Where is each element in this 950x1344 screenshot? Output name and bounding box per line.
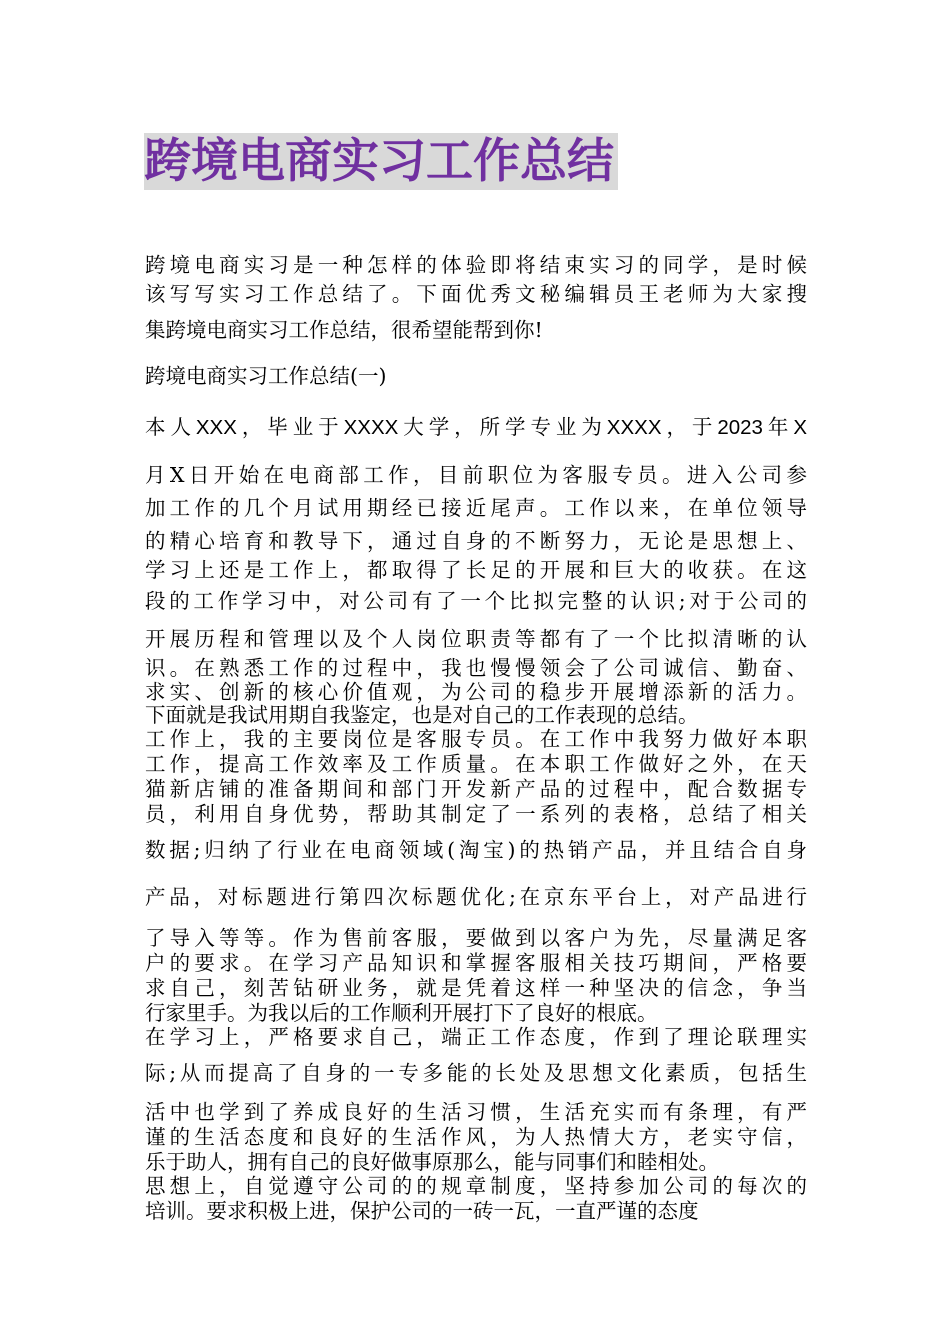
text-line: 了导入等等。作为售前客服，要做到以客户为先，尽量满足客: [145, 926, 807, 950]
text-line: 工作上，我的主要岗位是客服专员。在工作中我努力做好本职: [145, 727, 807, 751]
text-line: 员，利用自身优势，帮助其制定了一系列的表格，总结了相关: [145, 802, 807, 826]
text-line: 际;从而提高了自身的一专多能的长处及思想文化素质，包括生: [145, 1061, 807, 1085]
text-line: 该写写实习工作总结了。下面优秀文秘编辑员王老师为大家搜: [145, 282, 807, 306]
text-line: 乐于助人，拥有自己的良好做事原那么，能与同事们和睦相处。: [145, 1150, 719, 1174]
section-heading: 跨境电商实习工作总结(一): [145, 364, 387, 388]
document-title: 跨境电商实习工作总结: [144, 133, 618, 190]
text-line: 下面就是我试用期自我鉴定，也是对自己的工作表现的总结。: [145, 703, 699, 727]
text-line: 加工作的几个月试用期经已接近尾声。工作以来，在单位领导: [145, 496, 807, 520]
text-line: 月X日开始在电商部工作，目前职位为客服专员。进入公司参: [145, 463, 807, 487]
text-line: 在学习上，严格要求自己，端正工作态度，作到了理论联理实: [145, 1025, 807, 1049]
text-line: 的精心培育和教导下，通过自身的不断努力，无论是思想上、: [145, 529, 807, 553]
text-line: 产品，对标题进行第四次标题优化;在京东平台上，对产品进行: [145, 885, 807, 909]
text-line: 段的工作学习中，对公司有了一个比拟完整的认识;对于公司的: [145, 589, 807, 613]
text-line: 思想上，自觉遵守公司的的规章制度，坚持参加公司的每次的: [145, 1174, 807, 1198]
text-line: 谨的生活态度和良好的生活作风，为人热情大方，老实守信，: [145, 1125, 807, 1149]
text-line: 户的要求。在学习产品知识和掌握客服相关技巧期间，严格要: [145, 951, 807, 975]
text-line: 活中也学到了养成良好的生活习惯，生活充实而有条理，有严: [145, 1100, 807, 1124]
text-line: 求自己，刻苦钻研业务，就是凭着这样一种坚决的信念，争当: [145, 976, 807, 1000]
text-line: 工作，提高工作效率及工作质量。在本职工作做好之外，在天: [145, 752, 807, 776]
text-line: 行家里手。为我以后的工作顺利开展打下了良好的根底。: [145, 1001, 658, 1025]
text-line: 求实、创新的核心价值观，为公司的稳步开展增添新的活力。: [145, 680, 807, 704]
text-line: 培训。要求积极上进，保护公司的一砖一瓦，一直严谨的态度: [145, 1199, 699, 1223]
text-line: 开展历程和管理以及个人岗位职责等都有了一个比拟清晰的认: [145, 627, 807, 651]
text-line: 集跨境电商实习工作总结，很希望能帮到你!: [145, 318, 543, 342]
text-line: 跨境电商实习是一种怎样的体验即将结束实习的同学，是时候: [145, 253, 807, 277]
text-line: 数据;归纳了行业在电商领域(淘宝)的热销产品，并且结合自身: [145, 838, 807, 862]
text-line: 本人XXX，毕业于XXXX大学，所学专业为XXXX，于2023年X: [145, 416, 807, 439]
text-line: 学习上还是工作上，都取得了长足的开展和巨大的收获。在这: [145, 558, 807, 582]
text-line: 猫新店铺的准备期间和部门开发新产品的过程中，配合数据专: [145, 777, 807, 801]
text-line: 识。在熟悉工作的过程中，我也慢慢领会了公司诚信、勤奋、: [145, 656, 807, 680]
